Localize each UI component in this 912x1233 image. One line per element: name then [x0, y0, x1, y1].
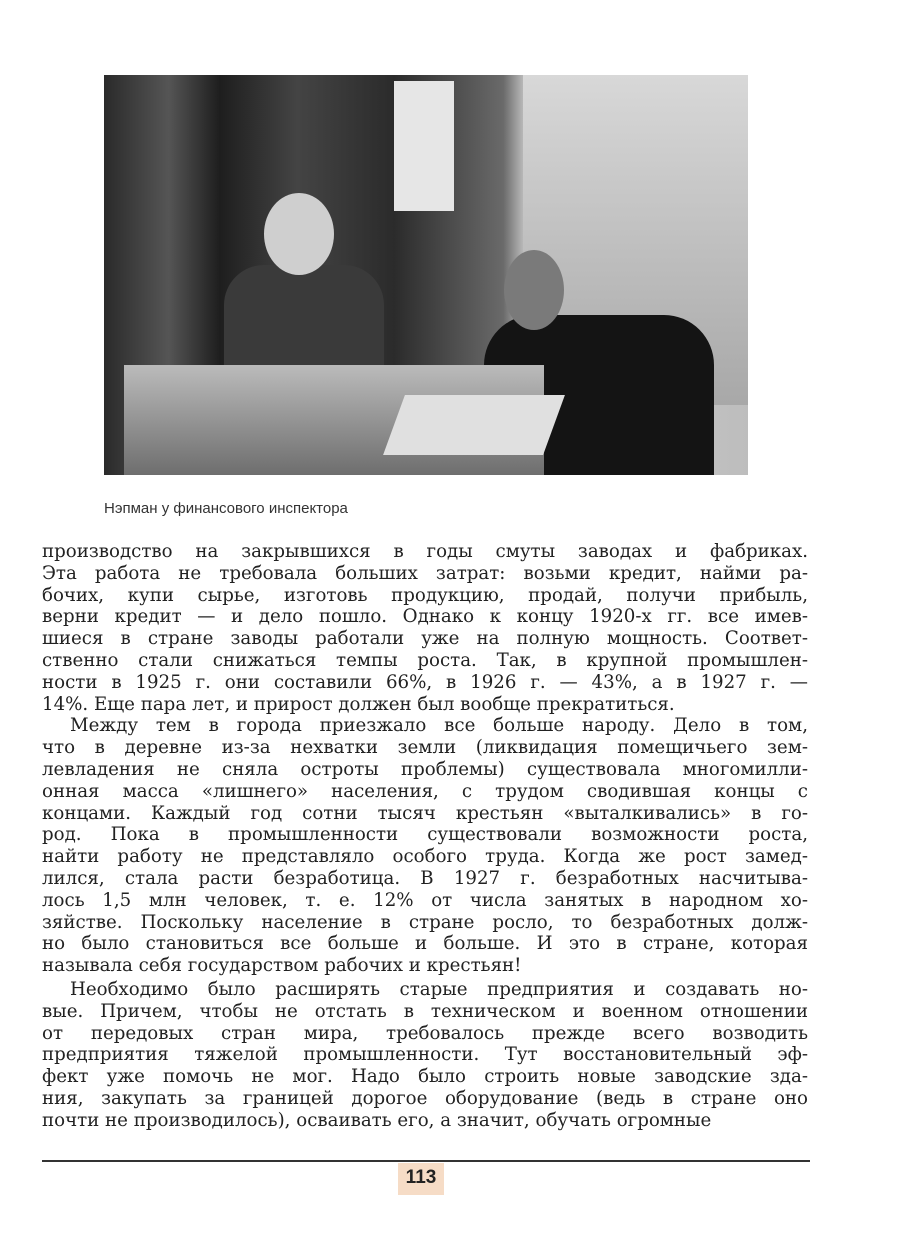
text-line: найти работу не представляло особого труда. Когда же рост замед- [42, 846, 808, 868]
paragraph [42, 979, 808, 1132]
text-line: шиеся в стране заводы работали уже на полную мощность. Соответ- [42, 628, 808, 650]
text-line: вые. Причем, чтобы не отстать в техническом и военном отношении [42, 1000, 808, 1022]
figure-caption: Нэпман у финансового инспектора [104, 500, 348, 517]
body-text [42, 541, 808, 1132]
photo-head-nepman [264, 193, 334, 275]
photo-nepman-inspector [104, 75, 748, 475]
text-line: зяйстве. Поскольку население в стране росло, то безработных долж- [42, 911, 808, 933]
photo-sign [394, 81, 454, 211]
text-line: 14%. Еще пара лет, и прирост должен был вообще прекратиться. [42, 693, 675, 715]
paragraph [42, 541, 808, 715]
text-line: фект уже помочь не мог. Надо было строить новые заводские зда- [42, 1066, 808, 1088]
text-line: Между тем в города приезжало все больше народу. Дело в том, [70, 715, 808, 737]
text-line: концами. Каждый год сотни тысяч крестьян «выталкивались» в го- [42, 802, 808, 824]
text-line: почти не производилось), осваивать его, а значит, обучать огромные [42, 1109, 712, 1131]
text-line: производство на закрывшихся в годы смуты заводах и фабриках. [42, 541, 808, 562]
text-line: от передовых стран мира, требовалось прежде всего возводить [42, 1022, 808, 1044]
text-line: предприятия тяжелой промышленности. Тут восстановительный эф- [42, 1044, 808, 1066]
text-line: Необходимо было расширять старые предприятия и создавать но- [70, 978, 808, 1000]
text-line: называла себя государством рабочих и крестьян! [42, 955, 522, 977]
text-line: левладения не сняла остроты проблемы) существовала многомилли- [42, 758, 808, 780]
text-line: ния, закупать за границей дорогое оборудование (ведь в стране оно [42, 1087, 808, 1109]
text-line: верни кредит — и дело пошло. Однако к концу 1920-х гг. все имев- [42, 606, 808, 628]
text-line: бочих, купи сырье, изготовь продукцию, продай, получи прибыль, [42, 584, 808, 606]
text-line: что в деревне из-за нехватки земли (ликвидация помещичьего зем- [42, 737, 808, 759]
photo-head-inspector [504, 250, 564, 330]
text-line: Эта работа не требовала больших затрат: возьми кредит, найми ра- [42, 562, 808, 584]
text-line: лился, стала расти безработица. В 1927 г. безработных насчитыва- [42, 867, 808, 889]
text-line: ности в 1925 г. они составили 66%, в 1926 г. — 43%, а в 1927 г. — [42, 671, 808, 693]
photo-papers [383, 395, 565, 455]
text-line: онная масса «лишнего» населения, с трудом сводившая концы с [42, 780, 808, 802]
text-line: ственно стали снижаться темпы роста. Так, в крупной промышлен- [42, 649, 808, 671]
paragraph [42, 715, 808, 977]
text-line: но было становиться все больше и больше. И это в стране, которая [42, 933, 808, 955]
text-line: род. Пока в промышленности существовали возможности роста, [42, 824, 808, 846]
page-number: 113 [398, 1163, 444, 1195]
text-line: лось 1,5 млн человек, т. е. 12% от числа занятых в народном хо- [42, 889, 808, 911]
footer-rule [42, 1160, 810, 1162]
